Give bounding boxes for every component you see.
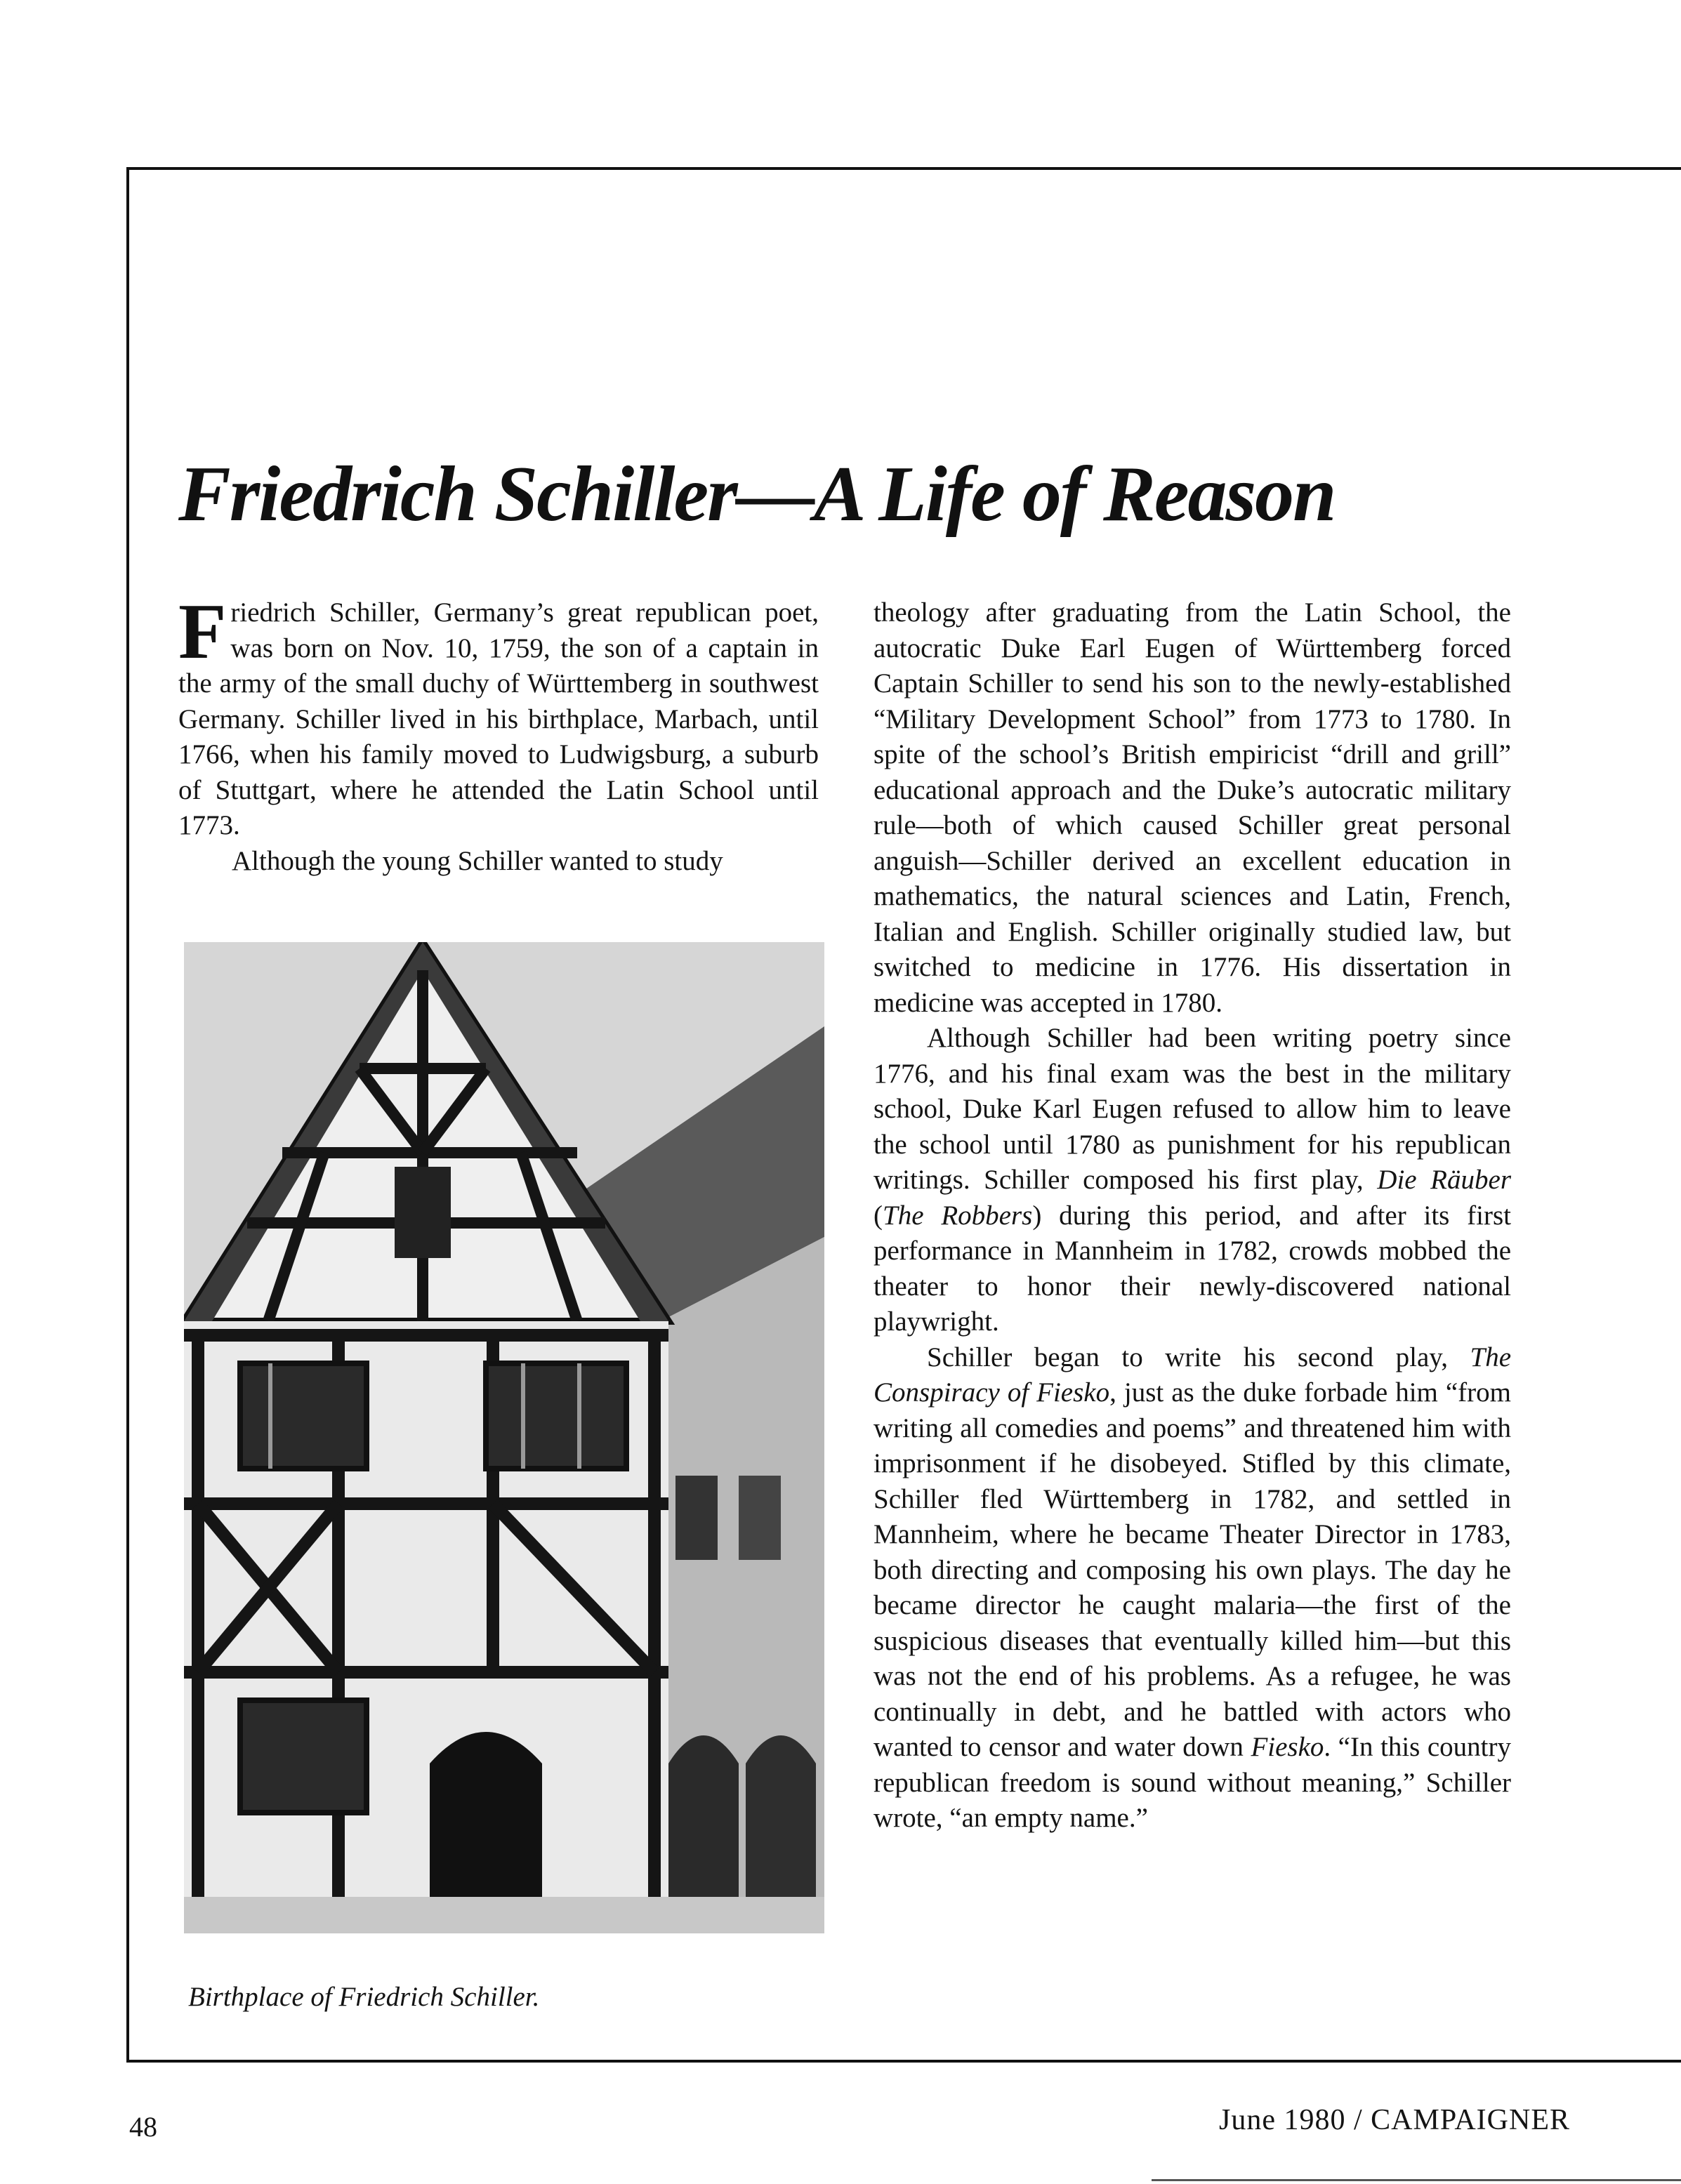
birthplace-photo [184,942,824,1933]
page-number: 48 [129,2111,157,2143]
play-title-die-rauber: Die Räuber [1377,1165,1511,1195]
left-column [178,588,819,879]
play-title-fiesko: Fiesko [1251,1732,1324,1762]
paragraph-2-start: Although the young Schiller wanted to study [232,845,723,876]
footer-rule [1152,2179,1681,2181]
photo-caption: Birthplace of Friedrich Schiller. [188,1982,540,2012]
paragraph-3 [874,1021,1511,1340]
paragraph-4 [874,1340,1511,1836]
paragraph-2-continued: theology after graduating from the Latin School, the autocratic Duke Earl Eugen of Württemberg forced Captain Schiller to send his son to the newly-established “Military Development School” from 1773 to 1780. In spite of the school’s British empiricist “drill and grill” educational approach and the Duke’s autocratic military rule—both of which caused Schiller great personal anguish—Schiller derived an excellent education in mathematics, the natural sciences and Latin, French, Italian and English. Schiller originally studied law, but switched to medicine in 1776. His dissertation in medicine was accepted in 1780. [874,597,1511,1018]
play-title-fiesko-conspiracy: The Conspiracy of Fiesko [874,1342,1511,1408]
paragraph-4-text-c: . “In this country republican freedom is sound without meaning,” Schiller wrote, “an empty name.” [874,1732,1511,1833]
paragraph-3-text-c: ) during this period, and after its first performance in Mannheim in 1782, crowds mobbed the theater to honor their newly-discovered national playwright. [874,1200,1511,1337]
paragraph-3-text-a: Although Schiller had been writing poetry since 1776, and his final exam was the best in the military school, Duke Karl Eugen refused to allow him to leave the school until 1780 as punishment for his republican writings. Schiller composed his first play, [874,1023,1511,1195]
house-illustration [184,942,824,1933]
paragraph-4-text-b: , just as the duke forbade him “from writing all comedies and poems” and threatened him with imprisonment if he disobeyed. Stifled by this climate, Schiller fled Württemberg in 1782, and settled in Mannheim, where he became Theater Director in 1783, both directing and composing his own plays. The day he became director he caught malaria—the first of the suspicious diseases that eventually killed him—but this was not the end of his problems. As a refugee, he was continually in debt, and he battled with actors who wanted to censor and water down [874,1377,1511,1762]
paragraph-1 [178,588,819,844]
play-title-the-robbers: The Robbers [883,1200,1033,1231]
issue-line: June 1980 / CAMPAIGNER [1219,2104,1570,2136]
article-title: Friedrich Schiller—A Life of Reason [178,451,1336,538]
paragraph-4-text-a: Schiller began to write his second play, [927,1342,1470,1372]
paragraph-3-text-b: ( [874,1200,883,1231]
paragraph-1-text: riedrich Schiller, Germany’s great republican poet, was born on Nov. 10, 1759, the son of a captain in the army of the small duchy of Württemberg in southwest Germany. Schiller lived in his birthplace, Marbach, until 1766, when his family moved to Ludwigsburg, a suburb of Stuttgart, where he attended the Latin School until 1773. [178,597,819,840]
drop-cap: F [178,588,227,675]
right-column [874,595,1511,1836]
